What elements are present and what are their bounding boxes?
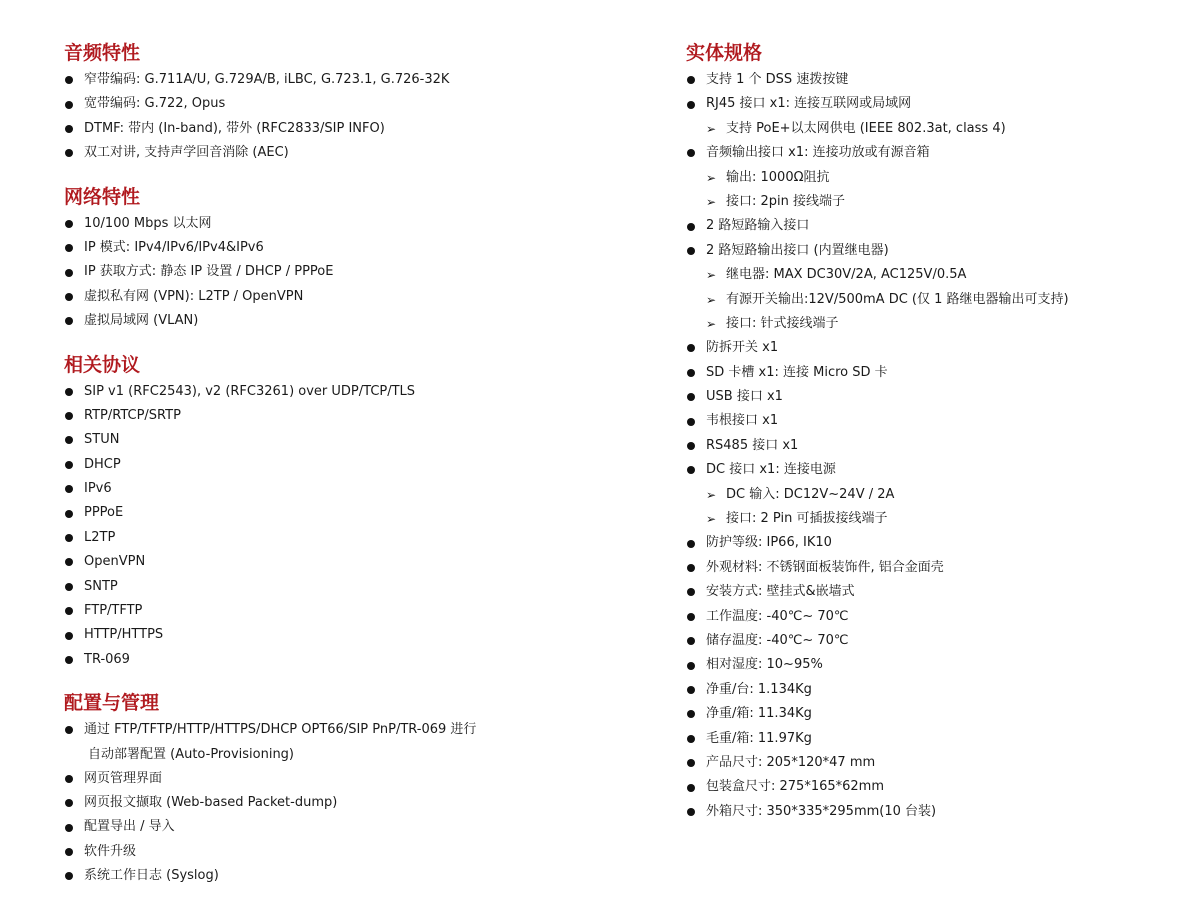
bullet-icon — [687, 710, 695, 718]
item-text: RJ45 接口 x1: 连接互联网或局域网 — [706, 96, 912, 112]
list-item — [686, 214, 1186, 238]
bullet-icon — [687, 613, 695, 621]
bullet-icon — [687, 247, 695, 255]
item-text: 虚拟局域网 (VLAN) — [84, 313, 199, 329]
item-text: DC 接口 x1: 连接电源 — [706, 462, 836, 478]
item-text: HTTP/HTTPS — [84, 627, 164, 643]
bullet-icon — [687, 442, 695, 450]
item-text: 接口: 针式接线端子 — [726, 315, 839, 331]
bullet-icon — [687, 344, 695, 352]
item-text: 继电器: MAX DC30V/2A, AC125V/0.5A — [726, 267, 967, 283]
section-title: 配置与管理 — [64, 692, 160, 715]
list-item — [64, 840, 624, 864]
arrow-bullet-icon: ➢ — [706, 512, 717, 527]
item-text: 净重/箱: 11.34Kg — [706, 706, 812, 722]
item-text: OpenVPN — [84, 554, 146, 570]
list-item — [64, 815, 624, 839]
list-item-continuation — [64, 743, 624, 767]
left-section-0 — [64, 40, 624, 166]
list-item — [686, 336, 1186, 360]
list-item — [64, 575, 624, 599]
arrow-bullet-icon: ➢ — [706, 268, 717, 283]
list-item — [64, 212, 624, 236]
item-text: 系统工作日志 (Syslog) — [84, 868, 219, 884]
bullet-icon — [687, 784, 695, 792]
bullet-icon — [65, 317, 73, 325]
arrow-bullet-icon: ➢ — [706, 316, 717, 331]
item-text: 自动部署配置 (Auto-Provisioning) — [88, 746, 295, 762]
item-text: SD 卡槽 x1: 连接 Micro SD 卡 — [706, 364, 888, 380]
list-item — [64, 864, 624, 888]
item-text: RTP/RTCP/SRTP — [84, 407, 181, 423]
item-text: 音频输出接口 x1: 连接功放或有源音箱 — [706, 145, 930, 161]
list-item — [64, 236, 624, 260]
bullet-icon — [687, 101, 695, 109]
bullet-icon — [65, 824, 73, 832]
bullet-icon — [687, 369, 695, 377]
spec-list — [686, 68, 1186, 824]
item-text: STUN — [84, 432, 120, 448]
bullet-icon — [65, 726, 73, 734]
list-item — [64, 648, 624, 672]
bullet-icon — [687, 223, 695, 231]
section-gap — [64, 166, 624, 184]
bullet-icon — [687, 735, 695, 743]
left-column — [64, 40, 624, 889]
list-item — [64, 501, 624, 525]
item-text: 防拆开关 x1 — [706, 340, 779, 356]
item-text: SIP v1 (RFC2543), v2 (RFC3261) over UDP/TCP/TLS — [84, 383, 416, 399]
arrow-bullet-icon: ➢ — [706, 170, 717, 185]
bullet-icon — [65, 872, 73, 880]
item-text: 接口: 2pin 接线端子 — [726, 193, 846, 209]
section-title: 实体规格 — [686, 42, 763, 64]
item-text: 相对湿度: 10~95% — [706, 657, 823, 673]
item-text: DHCP — [84, 456, 121, 472]
bullet-icon — [65, 436, 73, 444]
list-item — [64, 141, 624, 165]
bullet-icon — [65, 269, 73, 277]
list-item — [64, 767, 624, 791]
list-item — [686, 385, 1186, 409]
bullet-icon — [687, 149, 695, 157]
list-item — [686, 68, 1186, 92]
bullet-icon — [687, 466, 695, 474]
item-text: 产品尺寸: 205*120*47 mm — [706, 754, 876, 770]
item-text: 储存温度: -40℃~ 70℃ — [706, 632, 849, 648]
list-item — [64, 718, 624, 742]
item-text: RS485 接口 x1 — [706, 437, 799, 453]
sub-list-item — [686, 483, 1186, 507]
sub-list-item — [686, 117, 1186, 141]
list-item — [64, 477, 624, 501]
list-item — [64, 68, 624, 92]
bullet-icon — [687, 759, 695, 767]
section-title: 网络特性 — [64, 185, 141, 208]
bullet-icon — [65, 607, 73, 615]
list-item — [686, 556, 1186, 580]
bullet-icon — [65, 656, 73, 664]
bullet-icon — [687, 662, 695, 670]
bullet-icon — [687, 393, 695, 401]
bullet-icon — [687, 686, 695, 694]
list-item — [64, 599, 624, 623]
item-text: 虚拟私有网 (VPN): L2TP / OpenVPN — [84, 288, 304, 304]
item-text: 净重/台: 1.134Kg — [706, 681, 812, 697]
list-item — [686, 629, 1186, 653]
item-text: 接口: 2 Pin 可插拔接线端子 — [726, 511, 888, 527]
right-column — [686, 40, 1186, 824]
sub-list-item — [686, 190, 1186, 214]
bullet-icon — [65, 799, 73, 807]
list-item — [686, 605, 1186, 629]
item-text: 支持 1 个 DSS 速拨按键 — [706, 72, 849, 87]
item-text: 外观材料: 不锈钢面板装饰件, 铝合金面壳 — [706, 559, 944, 575]
bullet-icon — [65, 510, 73, 518]
list-item — [64, 404, 624, 428]
list-item — [64, 117, 624, 141]
bullet-icon — [687, 588, 695, 596]
list-item — [64, 791, 624, 815]
bullet-icon — [65, 149, 73, 157]
list-item — [686, 580, 1186, 604]
bullet-icon — [65, 558, 73, 566]
list-item — [686, 775, 1186, 799]
list-item — [64, 453, 624, 477]
list-item — [686, 434, 1186, 458]
sub-list-item — [686, 166, 1186, 190]
item-text: 韦根接口 x1 — [706, 413, 779, 429]
item-text: DTMF: 带内 (In-band), 带外 (RFC2833/SIP INFO) — [84, 120, 385, 136]
bullet-icon — [65, 775, 73, 783]
item-text: L2TP — [84, 529, 116, 545]
item-text: DC 输入: DC12V~24V / 2A — [726, 486, 895, 502]
list-item — [64, 428, 624, 452]
list-item — [64, 526, 624, 550]
bullet-icon — [65, 583, 73, 591]
right-section-0 — [686, 40, 1186, 824]
list-item — [686, 361, 1186, 385]
left-section-1 — [64, 184, 624, 334]
item-text: FTP/TFTP — [84, 603, 143, 619]
bullet-icon — [65, 461, 73, 469]
item-text: 外箱尺寸: 350*335*295mm(10 台装) — [706, 803, 937, 819]
bullet-icon — [687, 76, 695, 84]
left-section-2 — [64, 352, 624, 673]
sub-list-item — [686, 288, 1186, 312]
bullet-icon — [65, 388, 73, 396]
list-item — [686, 678, 1186, 702]
bullet-icon — [687, 540, 695, 548]
bullet-icon — [65, 76, 73, 84]
list-item — [64, 92, 624, 116]
list-item — [686, 727, 1186, 751]
list-item — [686, 800, 1186, 824]
bullet-icon — [65, 534, 73, 542]
item-text: IP 获取方式: 静态 IP 设置 / DHCP / PPPoE — [84, 264, 334, 280]
item-text: 毛重/箱: 11.97Kg — [706, 730, 812, 746]
section-gap — [64, 672, 624, 690]
list-item — [64, 380, 624, 404]
list-item — [686, 141, 1186, 165]
list-item — [686, 653, 1186, 677]
arrow-bullet-icon: ➢ — [706, 292, 717, 307]
list-item — [686, 239, 1186, 263]
arrow-bullet-icon: ➢ — [706, 487, 717, 502]
sub-list-item — [686, 263, 1186, 287]
item-text: 10/100 Mbps 以太网 — [84, 215, 212, 231]
bullet-icon — [687, 637, 695, 645]
item-text: 2 路短路输入接口 — [706, 218, 810, 234]
list-item — [686, 458, 1186, 482]
item-text: TR-069 — [84, 651, 130, 667]
item-text: 工作温度: -40℃~ 70℃ — [706, 608, 849, 624]
item-text: IP 模式: IPv4/IPv6/IPv4&IPv6 — [84, 239, 264, 255]
list-item — [64, 550, 624, 574]
list-item — [686, 92, 1186, 116]
list-item — [64, 260, 624, 284]
item-text: 窄带编码: G.711A/U, G.729A/B, iLBC, G.723.1, G.726-32K — [84, 72, 450, 87]
list-item — [686, 531, 1186, 555]
spec-list — [64, 718, 624, 888]
bullet-icon — [687, 418, 695, 426]
item-text: 包装盒尺寸: 275*165*62mm — [706, 779, 885, 795]
list-item — [686, 702, 1186, 726]
item-text: 双工对讲, 支持声学回音消除 (AEC) — [84, 145, 289, 161]
left-section-3 — [64, 690, 624, 888]
item-text: 软件升级 — [84, 843, 137, 859]
sub-list-item — [686, 507, 1186, 531]
list-item — [64, 309, 624, 333]
item-text: 安装方式: 壁挂式&嵌墙式 — [706, 584, 855, 600]
list-item — [64, 285, 624, 309]
bullet-icon — [687, 808, 695, 816]
item-text: 2 路短路输出接口 (内置继电器) — [706, 242, 889, 258]
list-item — [686, 409, 1186, 433]
item-text: PPPoE — [84, 505, 124, 521]
arrow-bullet-icon: ➢ — [706, 194, 717, 209]
item-text: 配置导出 / 导入 — [84, 819, 175, 835]
spec-list — [64, 212, 624, 334]
bullet-icon — [687, 564, 695, 572]
item-text: 支持 PoE+以太网供电 (IEEE 802.3at, class 4) — [726, 120, 1006, 136]
bullet-icon — [65, 244, 73, 252]
sub-list-item — [686, 312, 1186, 336]
arrow-bullet-icon: ➢ — [706, 121, 717, 136]
item-text: 输出: 1000Ω阻抗 — [726, 169, 830, 185]
item-text: USB 接口 x1 — [706, 389, 783, 405]
bullet-icon — [65, 220, 73, 228]
bullet-icon — [65, 632, 73, 640]
item-text: 宽带编码: G.722, Opus — [84, 96, 226, 112]
item-text: 网页管理界面 — [84, 770, 163, 786]
item-text: 防护等级: IP66, IK10 — [706, 535, 832, 551]
list-item — [686, 751, 1186, 775]
item-text: IPv6 — [84, 481, 112, 497]
bullet-icon — [65, 293, 73, 301]
item-text: 有源开关输出:12V/500mA DC (仅 1 路继电器输出可支持) — [726, 291, 1069, 307]
bullet-icon — [65, 412, 73, 420]
bullet-icon — [65, 101, 73, 109]
item-text: SNTP — [84, 578, 118, 594]
bullet-icon — [65, 125, 73, 133]
section-title: 相关协议 — [64, 353, 141, 376]
spec-list — [64, 380, 624, 673]
spec-list — [64, 68, 624, 166]
list-item — [64, 623, 624, 647]
item-text: 网页报文撷取 (Web-based Packet-dump) — [84, 794, 338, 810]
bullet-icon — [65, 485, 73, 493]
item-text: 通过 FTP/TFTP/HTTP/HTTPS/DHCP OPT66/SIP PnP/TR-069 进行 — [84, 722, 477, 738]
bullet-icon — [65, 848, 73, 856]
section-title: 音频特性 — [64, 42, 141, 64]
section-gap — [64, 334, 624, 352]
